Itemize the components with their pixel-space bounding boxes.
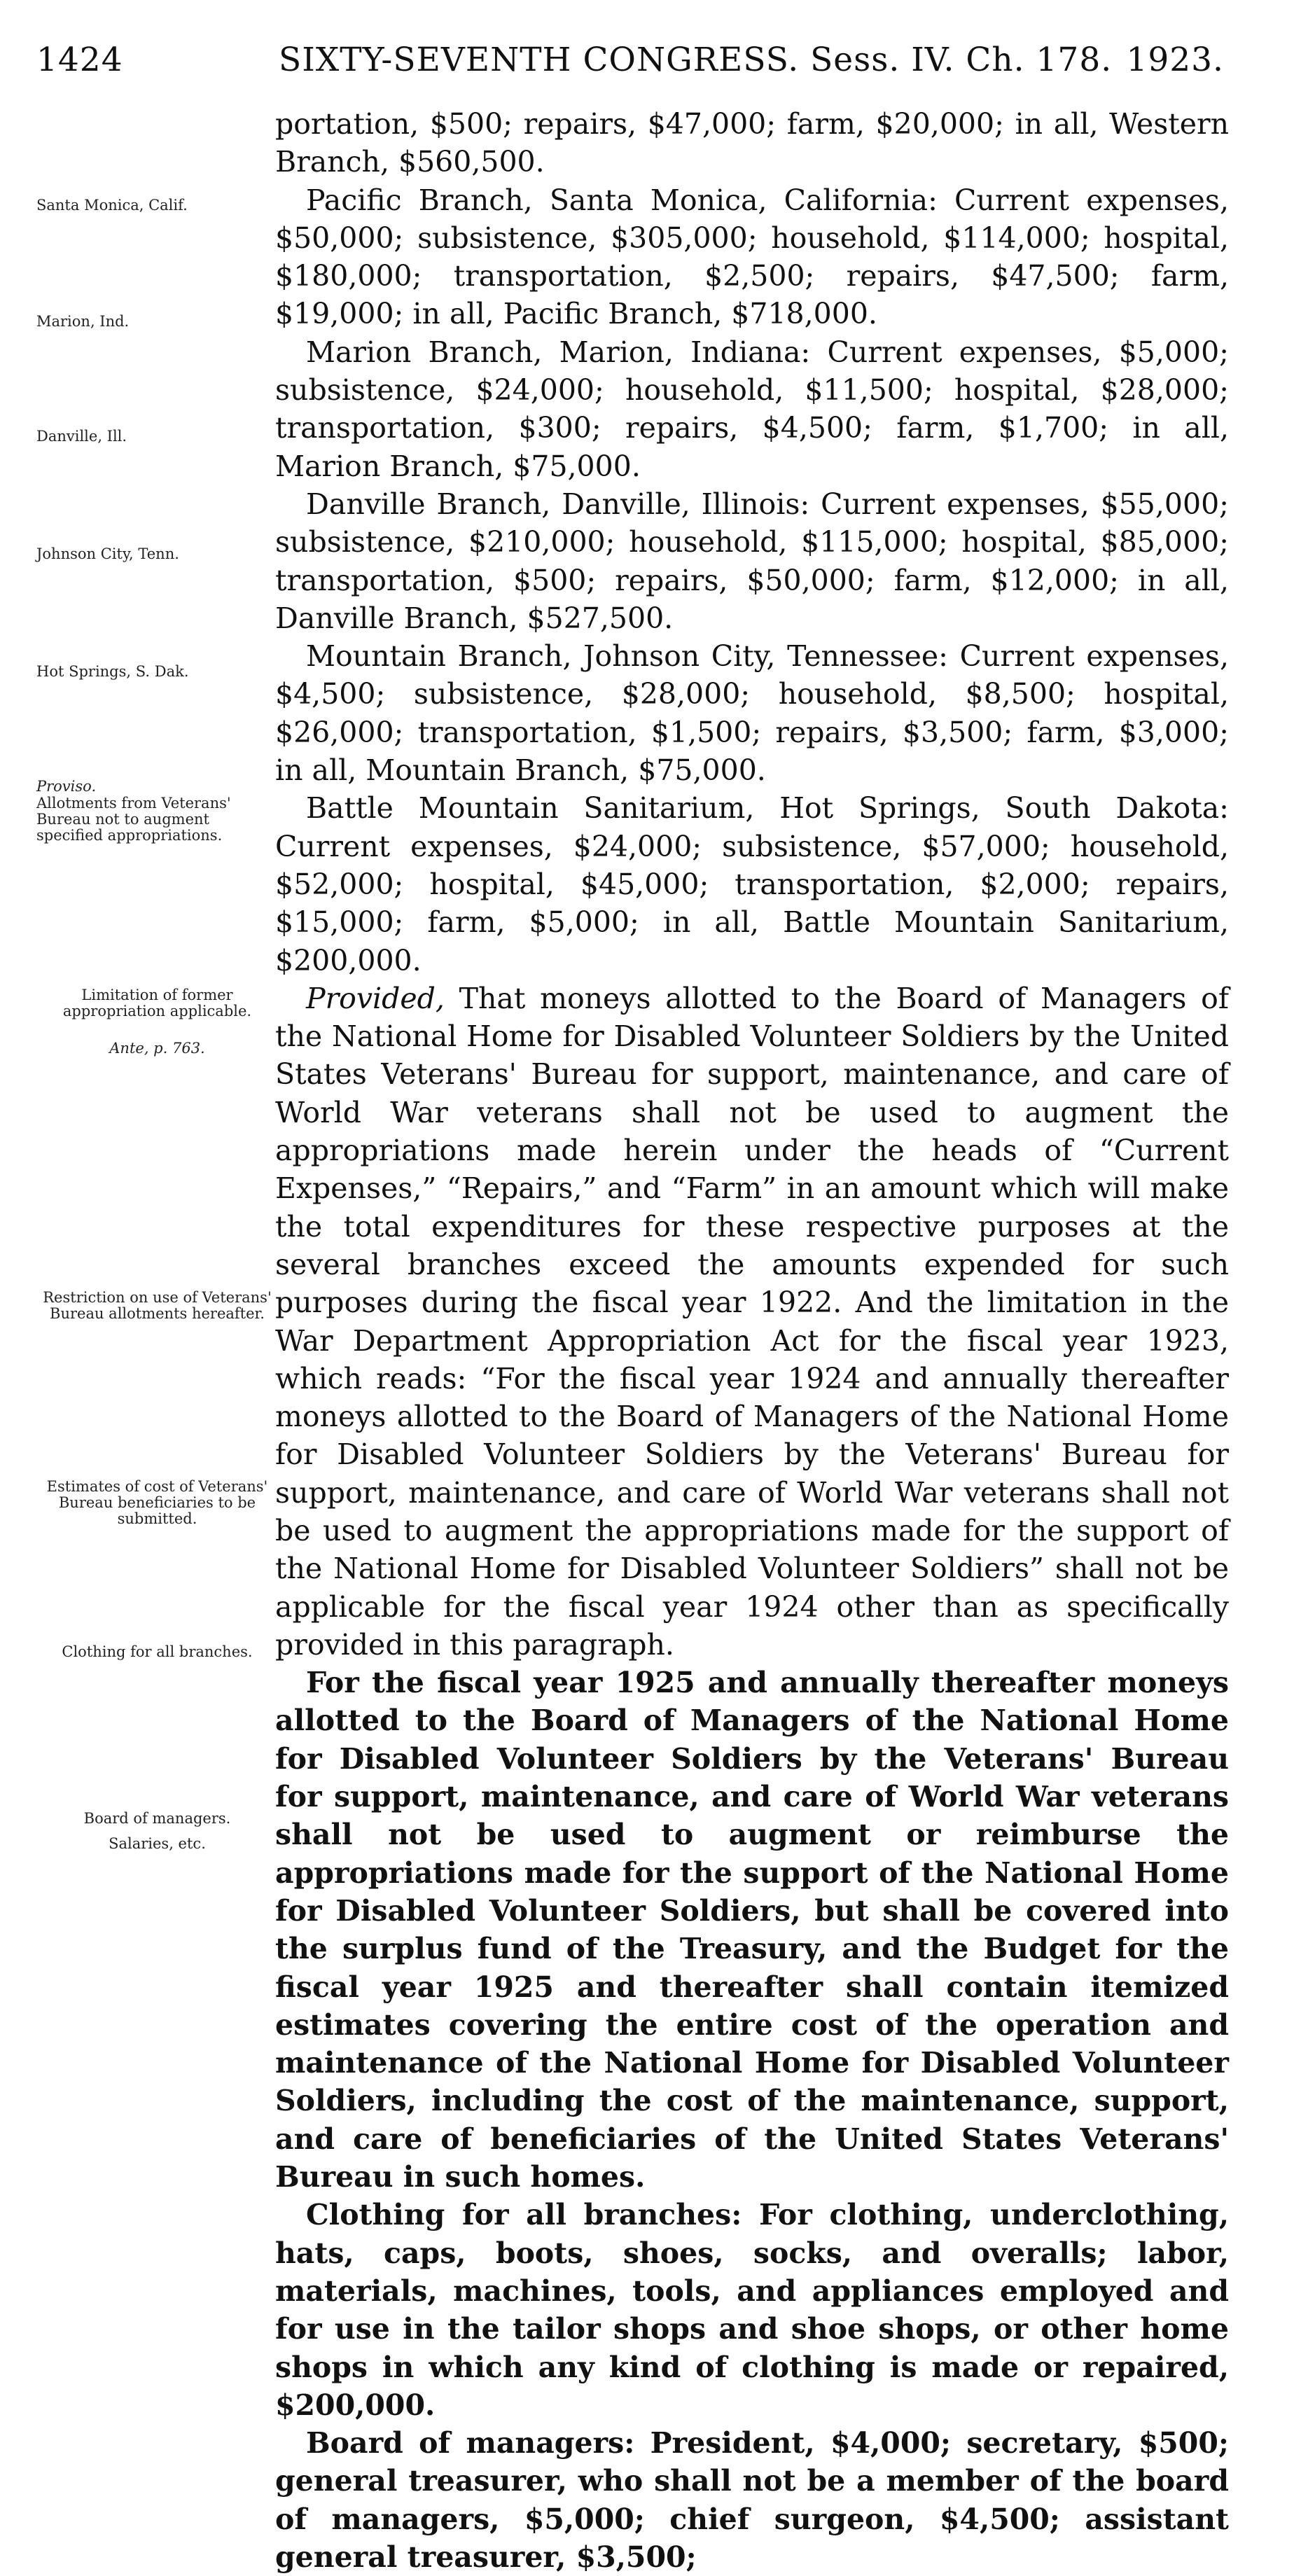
paragraph-mountain-branch: Mountain Branch, Johnson City, Tennessee: Current expenses, $4,500; subsistence, $28,000; household, $8,500; hospital, $26,000; transportation, $1,500; repairs, $3,500; farm, $3,000; in all, Mountain Branch, $75,000. [275, 639, 1229, 788]
proviso-label: Proviso. [36, 778, 97, 795]
margin-note-estimates: Estimates of cost of Veterans' Bureau beneficiaries to be submitted. [46, 1478, 268, 1527]
margin-note-board: Board of managers. [83, 1810, 231, 1827]
paragraph-marion-branch: Marion Branch, Marion, Indiana: Current expenses, $5,000; subsistence, $24,000; household, $11,500; hospital, $28,000; transportation, $300; repairs, $4,500; farm, $1,700; in all, Marion Branch, $75,000. [275, 335, 1229, 483]
paragraph-pacific-branch: Pacific Branch, Santa Monica, California: Current expenses, $50,000; subsistence, $305,000; household, $114,000; hospital, $180,000; transportation, $2,500; repairs, $47,500; farm, $19,000; in all, Pacific Branch, $718,000. [275, 183, 1229, 331]
margin-note-hot-springs: Hot Springs, S. Dak. [36, 663, 189, 680]
margin-note-santa-monica: Santa Monica, Calif. [36, 197, 188, 214]
margin-note-proviso [36, 779, 278, 795]
paragraph-proviso [275, 980, 1229, 1664]
margin-note-limitation: Limitation of former appropriation applicable. [62, 987, 252, 1019]
margin-note-ante [36, 1040, 278, 1057]
margin-note-salaries: Salaries, etc. [109, 1835, 206, 1852]
header-title: SIXTY-SEVENTH CONGRESS. Sess. IV. Ch. 178. [279, 41, 1113, 79]
margin-note-clothing: Clothing for all branches. [62, 1643, 253, 1660]
margin-note-danville: Danville, Ill. [36, 428, 127, 445]
paragraph-board-of-managers: Board of managers: President, $4,000; secretary, $500; general treasurer, who shall not be a member of the board of managers, $5,000; chief surgeon, $4,500; assistant general treasurer, $3,500; [275, 2426, 1229, 2574]
proviso-text: That moneys allotted to the Board of Managers of the National Home for Disabled Volunteer Soldiers by the United States Veterans' Bureau for support, maintenance, and care of World War veterans shall not be used to augment the appropriations made herein under the heads of “Current Expenses,” “Repairs,” and “Farm” in an amount which will make the total expenditures for these respective purposes at the several branches exceed the amounts expended for such purposes during the fiscal year 1922. And the limitation in the War Department Appropriation Act for the fiscal year 1923, which reads: “For the fiscal year 1924 and annually thereafter moneys allotted to the Board of Managers of the National Home for Disabled Volunteer Soldiers by the Veterans' Bureau for support, maintenance, and care of World War veterans shall not be used to augment the appropriations made for the support of the National Home for Disabled Volunteer Soldiers” shall not be applicable for the fiscal year 1924 other than as specifically provided in this paragraph. [275, 981, 1229, 1662]
ante-reference: Ante, p. 763. [109, 1040, 205, 1057]
running-header [36, 41, 1224, 90]
margin-note-johnson-city: Johnson City, Tenn. [36, 545, 179, 562]
header-year: 1923. [1126, 41, 1224, 79]
paragraph-fiscal-1925: For the fiscal year 1925 and annually thereafter moneys allotted to the Board of Managers of the National Home for Disabled Volunteer Soldiers by the Veterans' Bureau for support, maintenance, and care of World War veterans shall not be used to augment or reimburse the appropriations made for the support of the National Home for Disabled Volunteer Soldiers, but shall be covered into the surplus fund of the Treasury, and the Budget for the fiscal year 1925 and thereafter shall contain itemized estimates covering the entire cost of the operation and maintenance of the National Home for Disabled Volunteer Soldiers, including the cost of the maintenance, support, and care of beneficiaries of the United States Veterans' Bureau in such homes. [275, 1666, 1229, 2194]
paragraph-battle-mountain: Battle Mountain Sanitarium, Hot Springs, South Dakota: Current expenses, $24,000; subsistence, $57,000; household, $52,000; hospital, $45,000; transportation, $2,000; repairs, $15,000; farm, $5,000; in all, Battle Mountain Sanitarium, $200,000. [275, 791, 1229, 977]
margin-note-restriction: Restriction on use of Veterans' Bureau allotments hereafter. [43, 1289, 272, 1322]
page-number: 1424 [36, 41, 123, 79]
provided-word: Provided, [306, 981, 445, 1015]
margin-note-allotments: Allotments from Veterans' Bureau not to augment specified appropriations. [36, 795, 231, 844]
main-text-column [275, 105, 1229, 2576]
paragraph-danville-branch: Danville Branch, Danville, Illinois: Current expenses, $55,000; subsistence, $210,000; household, $115,000; hospital, $85,000; transportation, $500; repairs, $50,000; farm, $12,000; in all, Danville Branch, $527,500. [275, 487, 1229, 635]
paragraph-clothing: Clothing for all branches: For clothing, underclothing, hats, caps, boots, shoes, socks, and overalls; labor, materials, machines, tools, and appliances employed and for use in the tailor shops and shoe shops, or other home shops in which any kind of clothing is made or repaired, $200,000. [275, 2198, 1229, 2422]
margin-note-marion: Marion, Ind. [36, 313, 130, 330]
paragraph-western-continued: portation, $500; repairs, $47,000; farm, $20,000; in all, Western Branch, $560,500. [275, 107, 1229, 179]
